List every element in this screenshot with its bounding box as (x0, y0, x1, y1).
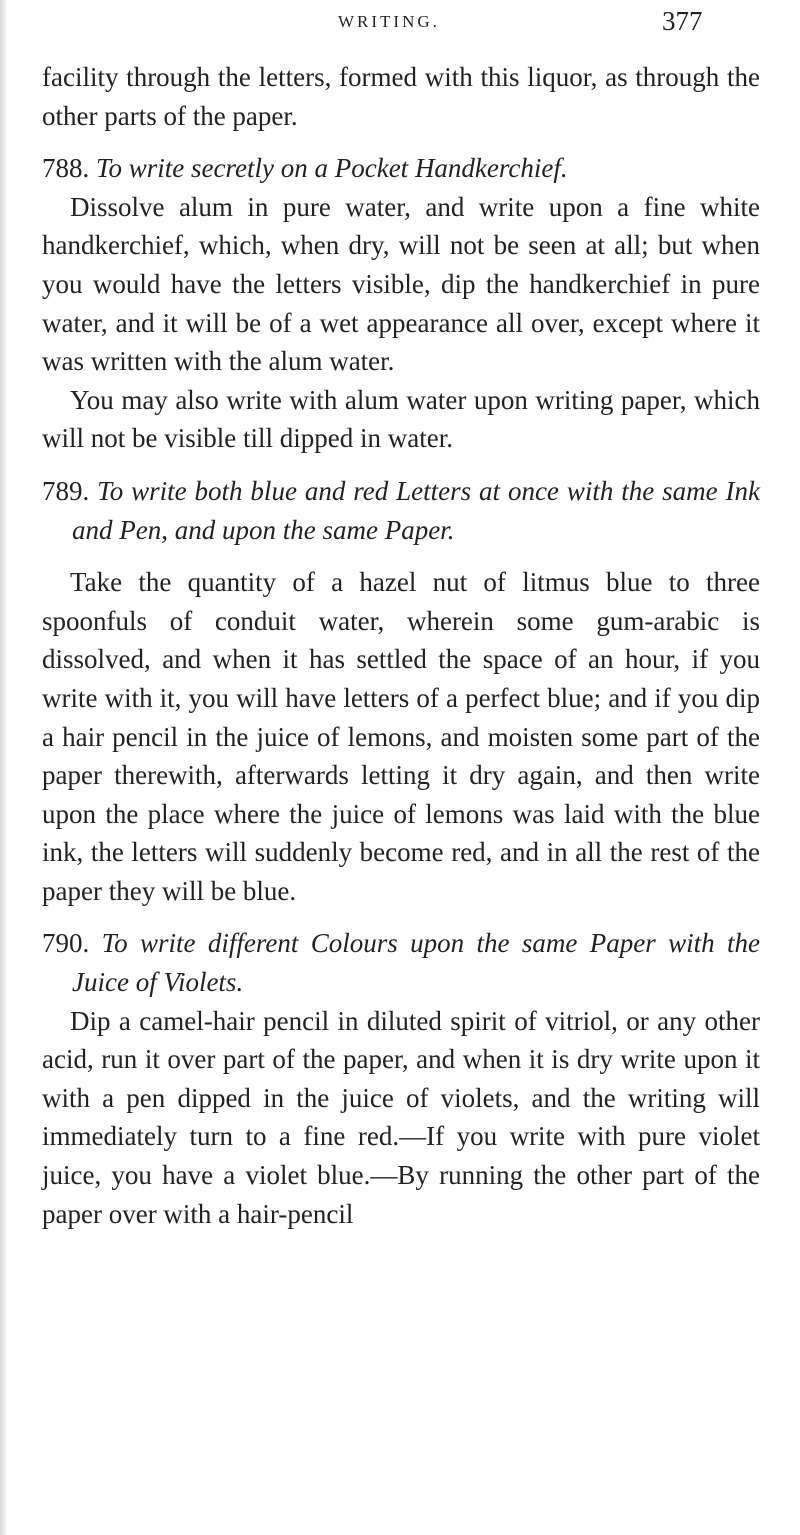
running-head (0, 6, 800, 46)
paragraph: Dip a camel-hair pencil in diluted spirit of vitriol, or any other acid, run it over part of the paper, and when it is dry write upon it with a pen dipped in the juice of violets, and the writing will immediately turn to a fine red.—If you write with pure violet juice, you have a violet blue.—By running the other part of the paper over with a hair-pencil (42, 1005, 760, 1229)
section-title: To write secretly on a Pocket Handkerchief. (96, 153, 568, 184)
section-number: 788. (42, 153, 90, 184)
paragraph: Dissolve alum in pure water, and write upon a fine white handkerchief, which, when dry, will not be seen at all; but when you would have the letters visible, dip the handkerchief in pure water, and it will be of a wet appearance all over, except where it was written with the alum water. (42, 191, 760, 377)
paragraph: You may also write with alum water upon writing paper, which will not be visible till dipped in water. (42, 384, 760, 454)
section-number: 789. (42, 475, 90, 506)
page-number: 377 (662, 6, 703, 36)
section-heading-789 (42, 472, 760, 549)
section-heading-790 (42, 924, 760, 1001)
section-title: To write both blue and red Letters at once with the same Ink and Pen, and upon the same Paper. (72, 475, 761, 545)
body-text (42, 58, 760, 1233)
page-gutter (0, 0, 6, 1535)
paragraph-continued: facility through the letters, formed with this liquor, as through the other parts of the paper. (42, 62, 760, 131)
running-head-title: WRITING. (338, 12, 440, 31)
section-heading-788 (42, 149, 760, 188)
paragraph: Take the quantity of a hazel nut of litmus blue to three spoonfuls of conduit water, wherein some gum-arabic is dissolved, and when it has settled the space of an hour, if you write with it, you will have letters of a perfect blue; and if you dip a hair pencil in the juice of lemons, and moisten some part of the paper therewith, afterwards letting it dry again, and then write upon the place where the juice of lemons was laid with the blue ink, the letters will suddenly become red, and in all the rest of the paper they will be blue. (42, 567, 760, 906)
section-number: 790. (42, 928, 90, 959)
section-title: To write different Colours upon the same Paper with the Juice of Violets. (72, 928, 760, 998)
